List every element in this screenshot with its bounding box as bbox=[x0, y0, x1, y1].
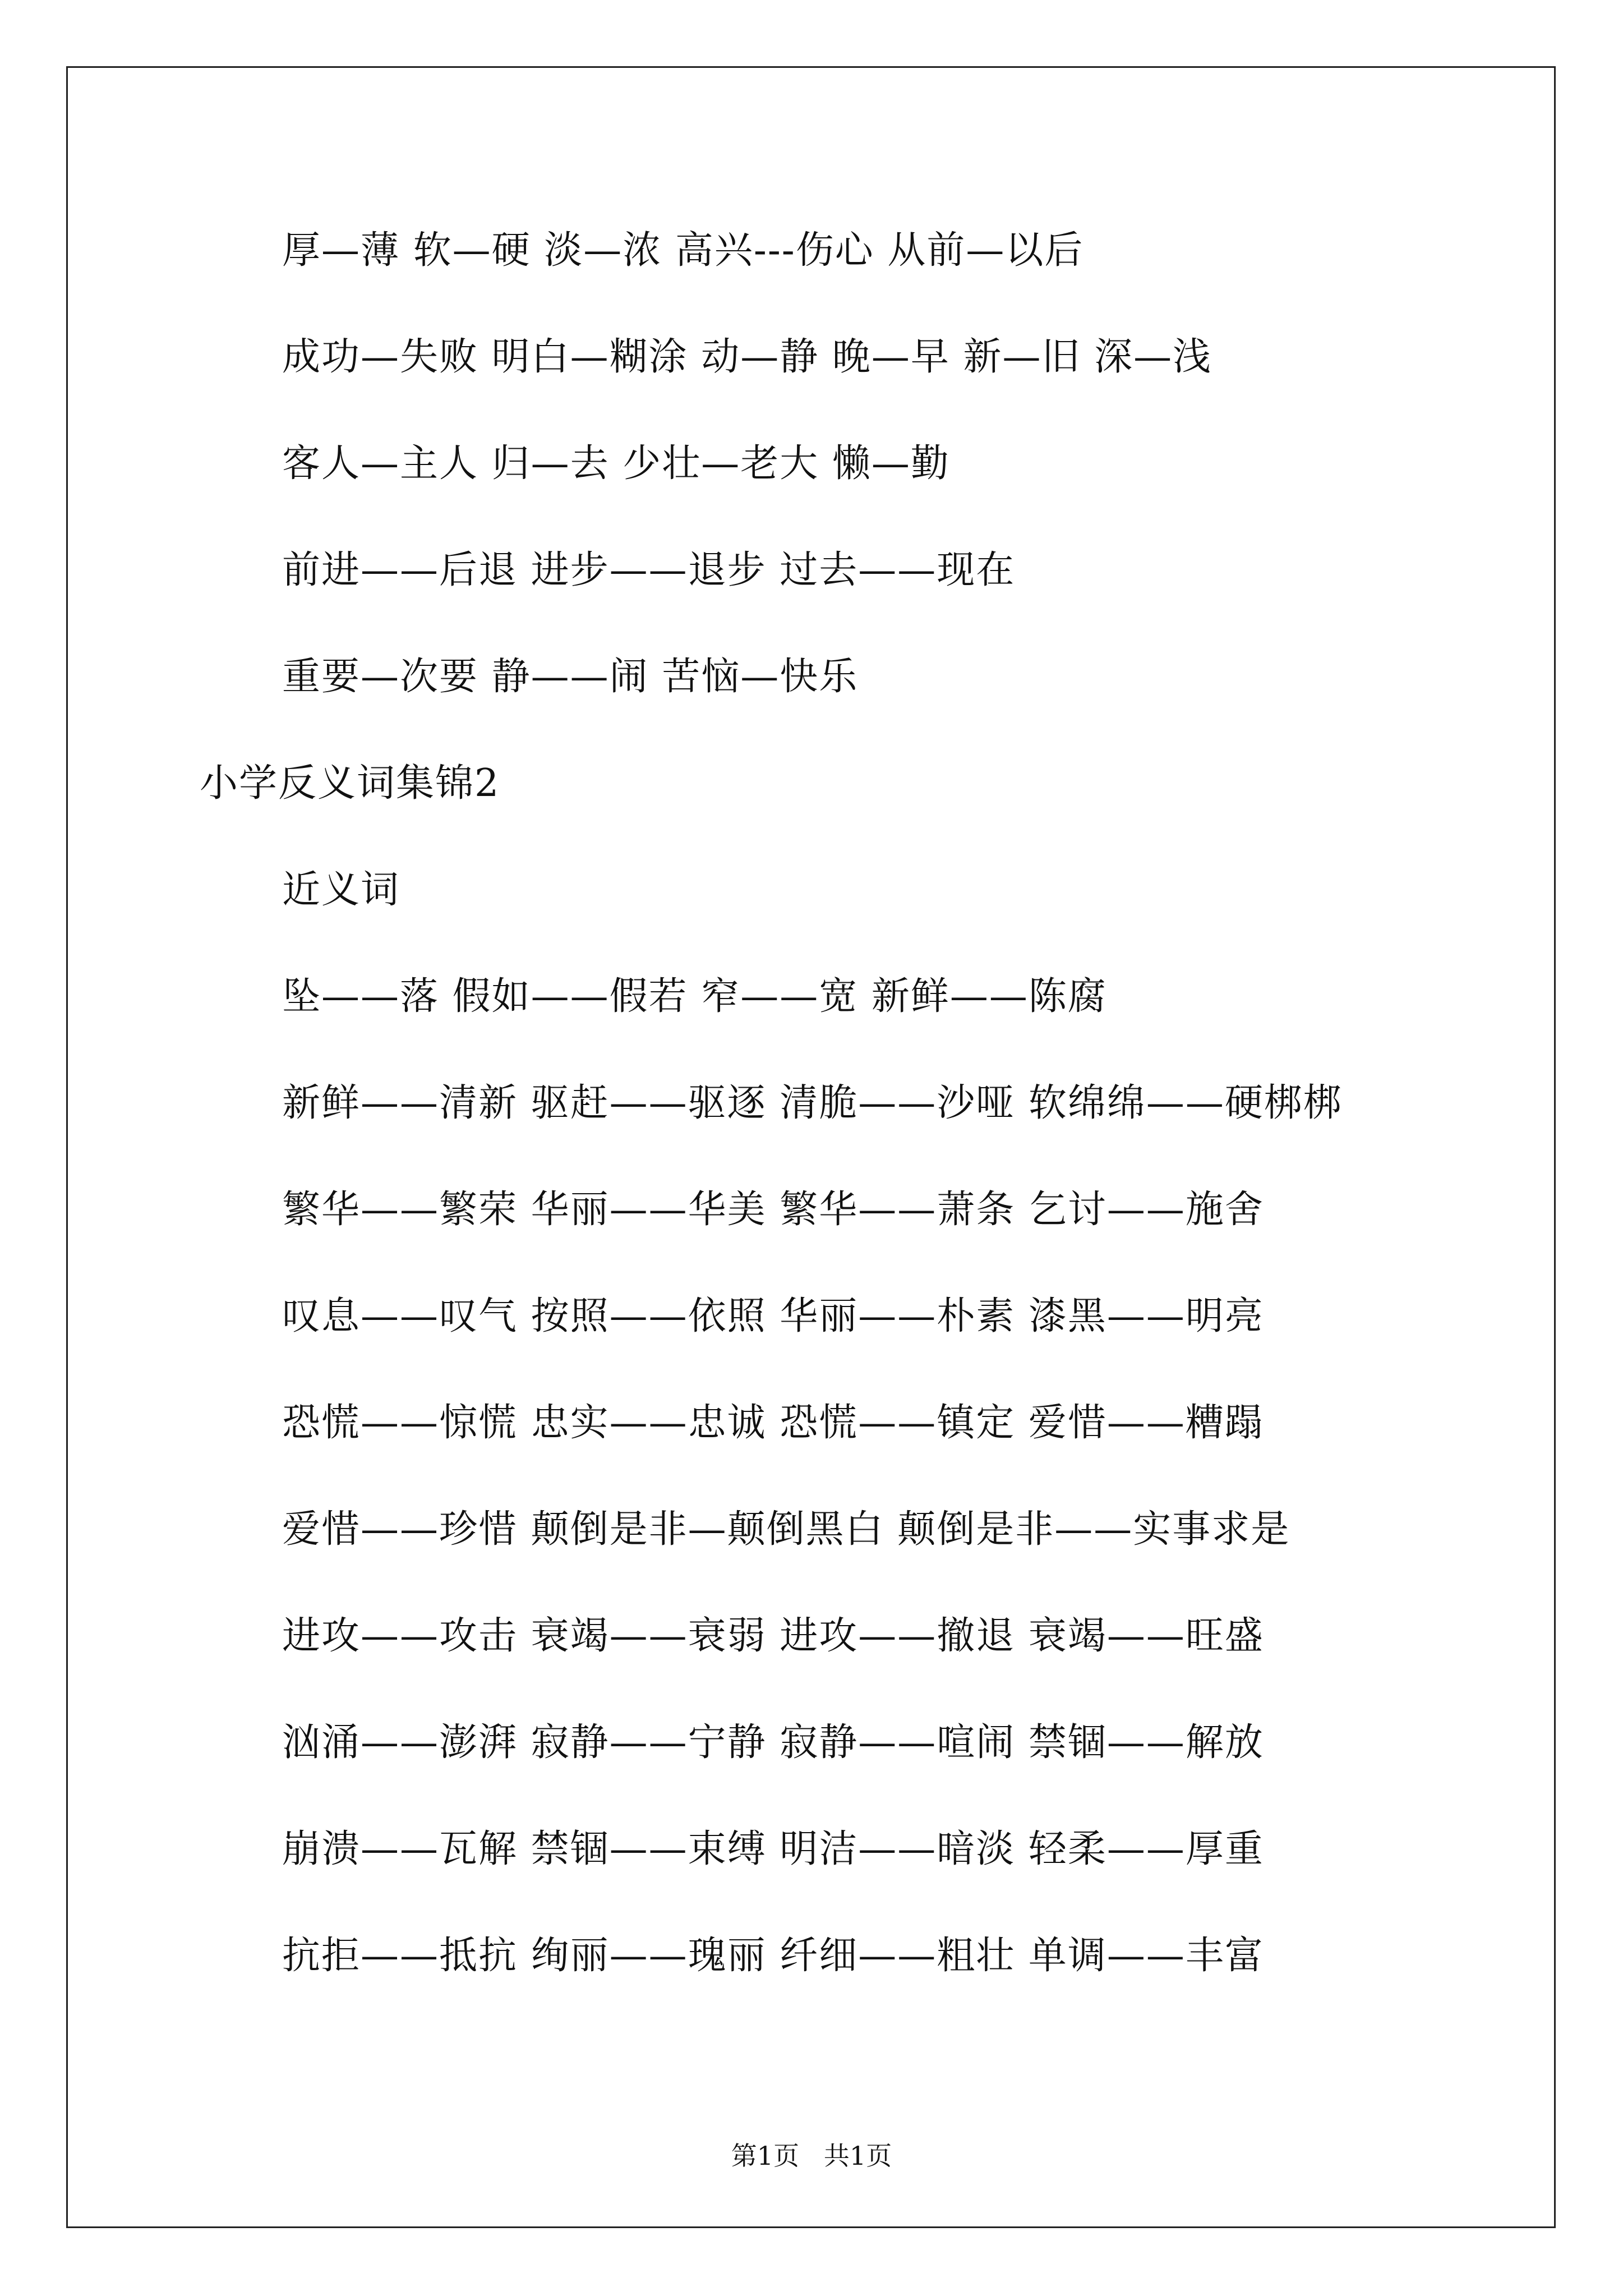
text-line: 坠——落 假如——假若 窄——宽 新鲜——陈腐 bbox=[282, 974, 1107, 1019]
section-title: 小学反义词集锦2 bbox=[200, 761, 500, 806]
text-line: 抗拒——抵抗 绚丽——瑰丽 纤细——粗壮 单调——丰富 bbox=[282, 1934, 1264, 1978]
text-line: 恐慌——惊慌 忠实——忠诚 恐慌——镇定 爱惜——糟蹋 bbox=[282, 1401, 1264, 1445]
text-line: 叹息——叹气 按照——依照 华丽——朴素 漆黑——明亮 bbox=[282, 1294, 1264, 1338]
text-line: 重要—次要 静——闹 苦恼—快乐 bbox=[282, 655, 859, 699]
text-line: 客人—主人 归—去 少壮—老大 懒—勤 bbox=[282, 441, 950, 486]
text-line: 汹涌——澎湃 寂静——宁静 寂静——喧闹 禁锢——解放 bbox=[282, 1720, 1264, 1765]
text-line: 繁华——繁荣 华丽——华美 繁华——萧条 乞讨——施舍 bbox=[282, 1188, 1264, 1232]
text-line: 成功—失败 明白—糊涂 动—静 晚—早 新—旧 深—浅 bbox=[282, 335, 1212, 379]
text-line: 爱惜——珍惜 颠倒是非—颠倒黑白 颠倒是非——实事求是 bbox=[282, 1507, 1290, 1552]
text-line: 前进——后退 进步——退步 过去——现在 bbox=[282, 548, 1016, 592]
text-line: 崩溃——瓦解 禁锢——束缚 明洁——暗淡 轻柔——厚重 bbox=[282, 1827, 1264, 1871]
text-line: 新鲜——清新 驱赶——驱逐 清脆——沙哑 软绵绵——硬梆梆 bbox=[282, 1081, 1343, 1125]
page-footer: 第1页 共1页 bbox=[731, 2141, 892, 2171]
text-line: 进攻——攻击 衰竭——衰弱 进攻——撤退 衰竭——旺盛 bbox=[282, 1614, 1264, 1658]
subheading: 近义词 bbox=[282, 868, 400, 912]
text-line: 厚—薄 软—硬 淡—浓 高兴---伤心 从前—以后 bbox=[282, 228, 1084, 273]
